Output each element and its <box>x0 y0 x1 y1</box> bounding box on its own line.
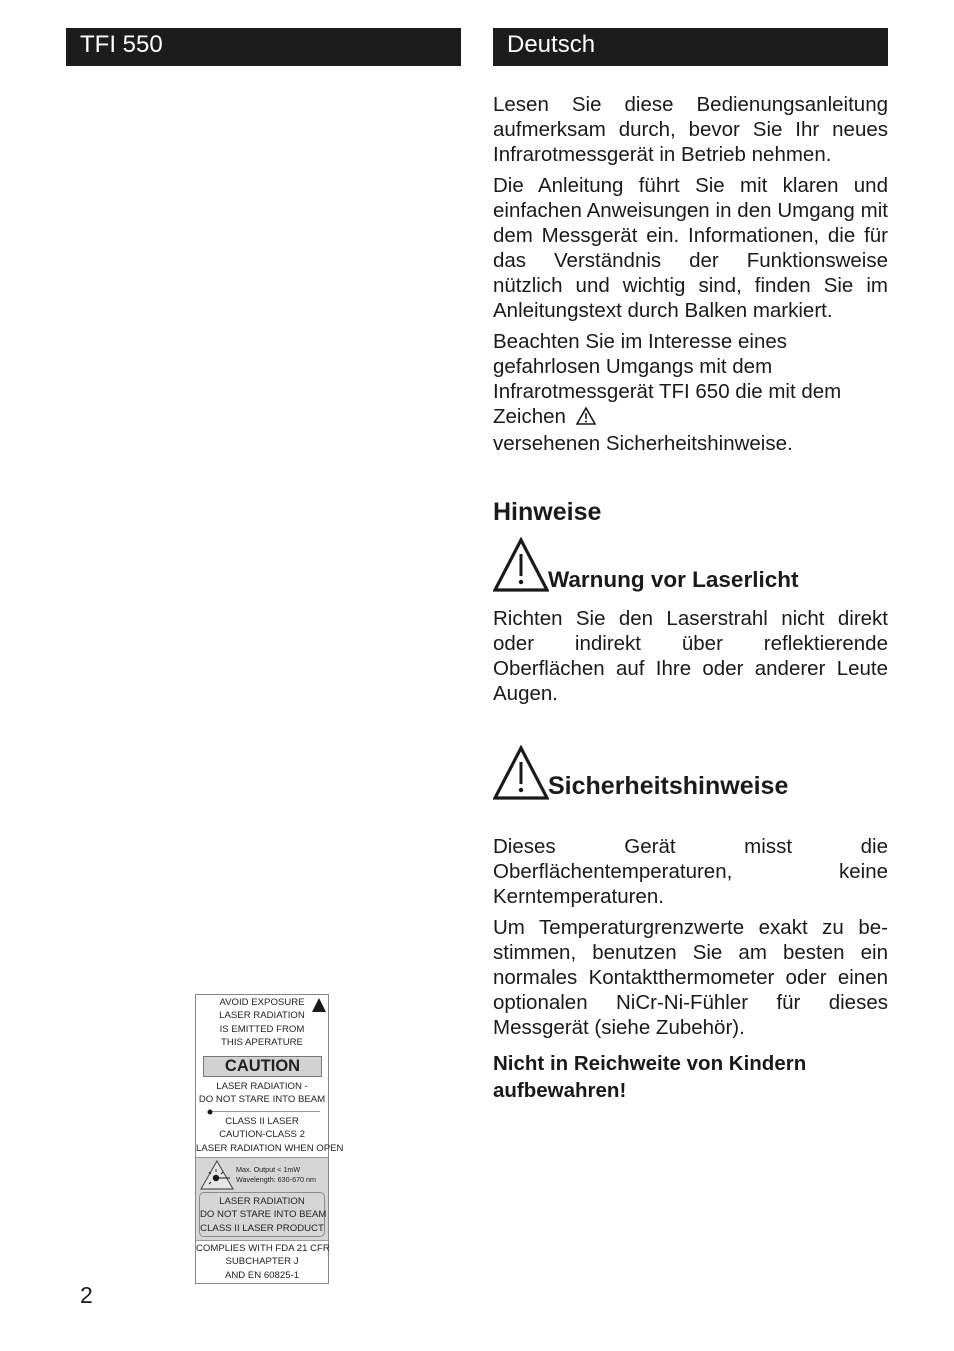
label-line: AND EN 60825-1 <box>224 1269 300 1281</box>
intro-paragraph-3-text: Beachten Sie im Interesse eines gefahrlosen Umgangs mit dem Infrarotmessgerät TFI 650 die mit dem Zeichen <box>493 330 842 428</box>
label-line: CLASS II LASER PRODUCT <box>200 1222 324 1234</box>
intro-paragraph-3 <box>493 329 888 456</box>
label-spec-text <box>236 1165 316 1184</box>
page-number: 2 <box>80 1282 93 1308</box>
caution-badge: CAUTION <box>203 1056 322 1077</box>
label-line: CAUTION-CLASS 2 <box>219 1129 305 1141</box>
label-line: COMPLIES WITH FDA 21 CFR <box>196 1243 330 1254</box>
label-class-text <box>196 1115 344 1155</box>
label-line: SUBCHAPTER J <box>225 1256 299 1268</box>
warning-triangle-icon <box>493 537 549 593</box>
laser-warning-icon <box>199 1159 235 1195</box>
aperture-arrow-icon <box>311 997 327 1017</box>
label-line: DO NOT STARE INTO BEAM <box>200 1209 327 1221</box>
label-line: LASER RADIATION - <box>216 1081 308 1092</box>
laser-warning-title: Warnung vor Laserlicht <box>548 567 799 592</box>
label-line: LASER RADIATION WHEN OPEN <box>196 1142 344 1154</box>
safety-title: Sicherheitshinweise <box>548 772 789 800</box>
label-bottom-text <box>196 1242 328 1282</box>
hinweise-heading: Hinweise <box>493 498 602 526</box>
label-line: LASER RADIATION <box>219 1196 305 1207</box>
main-column <box>493 92 888 1110</box>
laser-warning-text: Richten Sie den Laserstrahl nicht direkt oder indirekt über reflektierende Oberflächen auf Ihre oder anderer Leute Augen. <box>493 607 888 705</box>
intro-paragraph-1: Lesen Sie diese Bedienungsanleitung aufmerksam durch, bevor Sie Ihr neues Infrarotmessgerät in Betrieb nehmen. <box>493 93 888 166</box>
safety-paragraph-1: Dieses Gerät misst die Oberflächentemperaturen, keine Kerntemperaturen. <box>493 835 888 908</box>
label-line: Wavelength: 630-670 nm <box>236 1174 317 1184</box>
label-line: AVOID EXPOSURE <box>219 997 305 1008</box>
header-right-title: Deutsch <box>493 28 888 66</box>
label-line: DO NOT STARE INTO BEAM <box>198 1094 326 1106</box>
label-line: THIS APERATURE <box>221 1037 303 1049</box>
warning-triangle-icon <box>493 745 549 801</box>
label-line: IS EMITTED FROM <box>219 1023 305 1035</box>
label-divider <box>208 1111 320 1112</box>
label-inner-box <box>199 1192 325 1237</box>
intro-paragraph-2: Die Anleitung führt Sie mit klaren und einfachen Anweisungen in den Umgang mit dem Messgerät ein. Informationen, die für das Verständnis der Funktionsweise nützlich und wichtig sind, finden Sie im Anleitungstext durch Balken markiert. <box>493 174 888 322</box>
label-mid-text <box>196 1080 328 1107</box>
warning-triangle-icon <box>576 406 596 431</box>
safety-bold-note: Nicht in Reichweite von Kindern aufbewahren! <box>493 1052 807 1102</box>
safety-paragraph-2: Um Temperaturgrenzwerte exakt zu be-stimmen, benutzen Sie am besten ein normales Kontaktthermometer oder einen optionalen NiCr-Ni-Fühler für dieses Messgerät (siehe Zubehör). <box>493 916 888 1039</box>
label-line: Max. Output < 1mW <box>236 1165 301 1174</box>
label-line: LASER RADIATION <box>219 1010 305 1022</box>
label-gray-panel <box>196 1157 328 1241</box>
label-line: CLASS II LASER <box>225 1116 299 1127</box>
safety-heading <box>493 745 888 801</box>
header-left-title: TFI 550 <box>66 28 461 66</box>
intro-paragraph-3-tail: versehenen Sicherheitshinweise. <box>493 432 793 455</box>
laser-warning-label <box>195 994 344 1284</box>
label-top-text <box>196 996 328 1050</box>
laser-warning-heading <box>493 537 888 593</box>
